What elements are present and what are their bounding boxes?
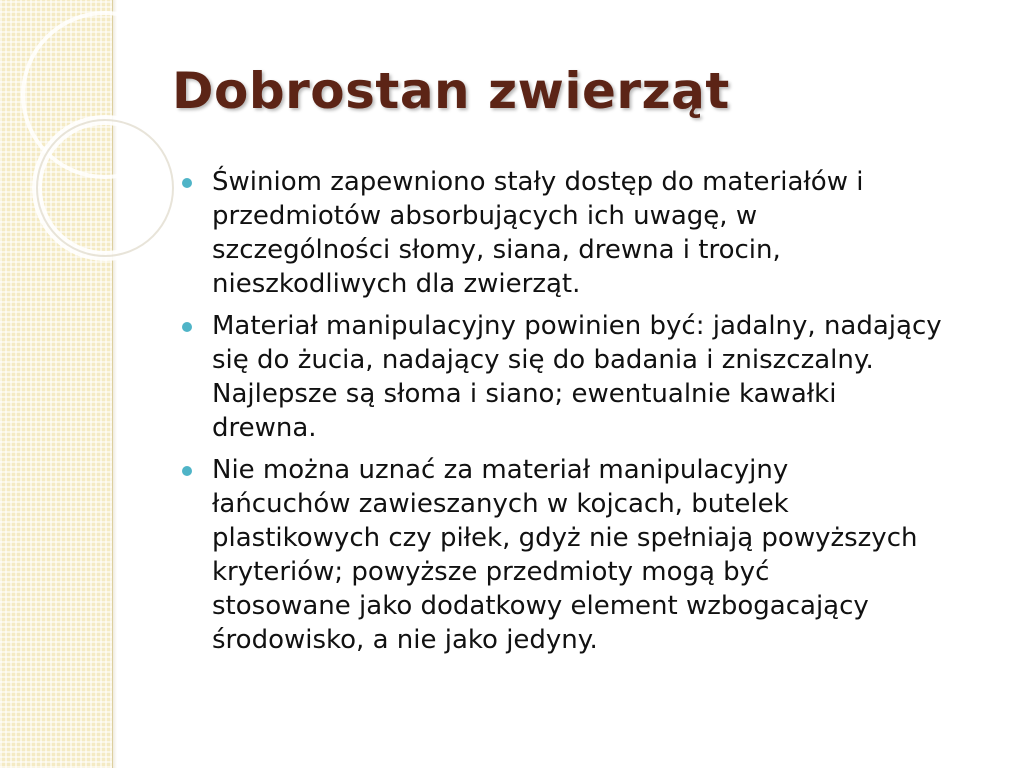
- bullet-line: Materiał manipulacyjny powinien być: jadalny, nadający: [212, 311, 942, 341]
- bullet-item-2: [180, 309, 990, 445]
- bullet-item-3: [180, 453, 990, 657]
- decorative-side-panel: [0, 0, 113, 768]
- bullet-line: środowisko, a nie jako jedyny.: [212, 625, 598, 655]
- bullet-dot-icon: [182, 322, 192, 332]
- bullet-dot-icon: [182, 466, 192, 476]
- bullet-line: szczególności słomy, siana, drewna i trocin,: [212, 235, 781, 265]
- bullet-line: stosowane jako dodatkowy element wzbogacający: [212, 591, 869, 621]
- bullet-line: kryteriów; powyższe przedmioty mogą być: [212, 557, 770, 587]
- bullet-line: łańcuchów zawieszanych w kojcach, butelek: [212, 489, 789, 519]
- bullet-line: plastikowych czy piłek, gdyż nie spełniają powyższych: [212, 523, 918, 553]
- slide-title: Dobrostan zwierząt: [172, 62, 730, 120]
- bullet-dot-icon: [182, 178, 192, 188]
- bullet-line: przedmiotów absorbujących ich uwagę, w: [212, 201, 758, 231]
- slide-content: [180, 165, 990, 665]
- bullet-list: [180, 165, 990, 657]
- bullet-item-1: [180, 165, 990, 301]
- bullet-line: drewna.: [212, 413, 317, 443]
- bullet-line: Nie można uznać za materiał manipulacyjny: [212, 455, 789, 485]
- bullet-line: Najlepsze są słoma i siano; ewentualnie kawałki: [212, 379, 837, 409]
- bullet-line: się do żucia, nadający się do badania i zniszczalny.: [212, 345, 874, 375]
- side-panel-shadow: [112, 0, 117, 768]
- bullet-line: Świniom zapewniono stały dostęp do materiałów i: [212, 167, 864, 197]
- bullet-line: nieszkodliwych dla zwierząt.: [212, 269, 581, 299]
